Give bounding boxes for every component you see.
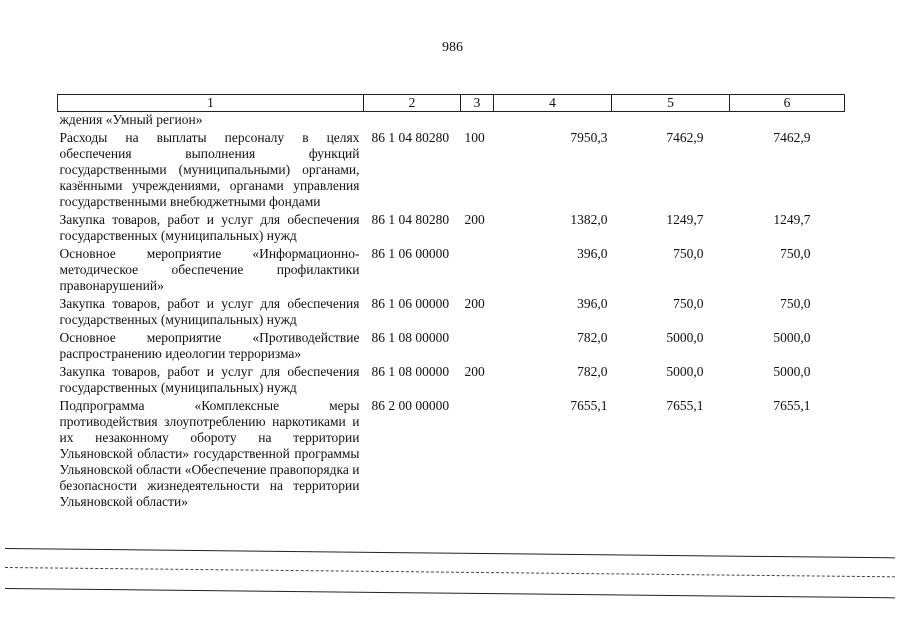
row-value-col-5: 5000,0	[666, 364, 704, 379]
row-value-col-4: 396,0	[577, 296, 608, 311]
row-expense-type	[461, 398, 494, 512]
row-value-col-6: 750,0	[780, 246, 811, 261]
row-value-col-5: 750,0	[673, 296, 704, 311]
bottom-rule-1	[5, 548, 895, 558]
budget-table	[57, 94, 845, 512]
row-expense-type: 200	[464, 364, 485, 379]
table-row	[58, 246, 845, 296]
row-name: Расходы на выплаты персоналу в целях обеспечения выполнения функций государственными (муниципальными) органами, казёнными учреждениями, органами управления государственными внебюджетными фондами	[59, 130, 360, 209]
row-value-col-6	[730, 112, 845, 131]
page-number: 986	[442, 40, 463, 55]
row-value-col-5: 5000,0	[666, 330, 704, 345]
row-value-col-6: 1249,7	[773, 212, 811, 227]
table-body	[58, 112, 845, 513]
header-col-2: 2	[364, 95, 461, 112]
header-col-4: 4	[494, 95, 612, 112]
table-header-row	[58, 95, 845, 112]
row-name: Подпрограмма «Комплексные меры противодействия злоупотреблению наркотиками и их незаконному обороту на территории Ульяновской области» государственной программы Ульяновской области «Обеспечение правопорядка и безопасности жизнедеятельности на территории Ульяновской области»	[59, 398, 360, 509]
bottom-rule-2	[5, 588, 895, 598]
row-value-col-6: 5000,0	[773, 364, 811, 379]
table-row	[58, 398, 845, 512]
row-value-col-4: 7655,1	[570, 398, 608, 413]
header-col-6: 6	[730, 95, 845, 112]
row-name: Закупка товаров, работ и услуг для обеспечения государственных (муниципальных) нужд	[59, 212, 360, 243]
row-code: 86 2 00 00000	[371, 398, 450, 413]
row-name: Основное мероприятие «Информационно-методическое обеспечение профилактики правонарушений»	[59, 246, 360, 293]
row-code: 86 1 04 80280	[371, 130, 450, 145]
row-expense-type: 200	[464, 296, 485, 311]
row-value-col-4: 782,0	[577, 364, 608, 379]
row-value-col-6: 7655,1	[773, 398, 811, 413]
table-row	[58, 130, 845, 212]
row-name: Основное мероприятие «Противодействие распространению идеологии терроризма»	[59, 330, 360, 361]
row-name: ждения «Умный регион»	[59, 112, 203, 127]
row-value-col-6: 750,0	[780, 296, 811, 311]
row-name: Закупка товаров, работ и услуг для обеспечения государственных (муниципальных) нужд	[59, 364, 360, 395]
row-expense-type	[461, 246, 494, 296]
table-row	[58, 330, 845, 364]
row-code	[364, 112, 461, 131]
header-col-3: 3	[461, 95, 494, 112]
row-value-col-4: 1382,0	[570, 212, 608, 227]
row-value-col-4	[494, 112, 612, 131]
table-row	[58, 364, 845, 398]
table-row	[58, 296, 845, 330]
bottom-rule-dashed	[5, 567, 895, 577]
row-value-col-6: 7462,9	[773, 130, 811, 145]
row-expense-type: 200	[464, 212, 485, 227]
row-value-col-4: 7950,3	[570, 130, 608, 145]
row-value-col-4: 782,0	[577, 330, 608, 345]
row-value-col-5	[612, 112, 730, 131]
row-value-col-6: 5000,0	[773, 330, 811, 345]
row-code: 86 1 08 00000	[371, 364, 450, 379]
header-col-5: 5	[612, 95, 730, 112]
table-row	[58, 212, 845, 246]
row-code: 86 1 06 00000	[371, 246, 450, 261]
row-expense-type	[461, 112, 494, 131]
row-value-col-5: 7462,9	[666, 130, 704, 145]
row-expense-type: 100	[464, 130, 485, 145]
row-code: 86 1 06 00000	[371, 296, 450, 311]
table-row	[58, 112, 845, 131]
row-code: 86 1 04 80280	[371, 212, 450, 227]
row-expense-type	[461, 330, 494, 364]
row-value-col-5: 7655,1	[666, 398, 704, 413]
row-value-col-4: 396,0	[577, 246, 608, 261]
row-value-col-5: 750,0	[673, 246, 704, 261]
row-code: 86 1 08 00000	[371, 330, 450, 345]
header-col-1: 1	[58, 95, 364, 112]
row-value-col-5: 1249,7	[666, 212, 704, 227]
row-name: Закупка товаров, работ и услуг для обеспечения государственных (муниципальных) нужд	[59, 296, 360, 327]
